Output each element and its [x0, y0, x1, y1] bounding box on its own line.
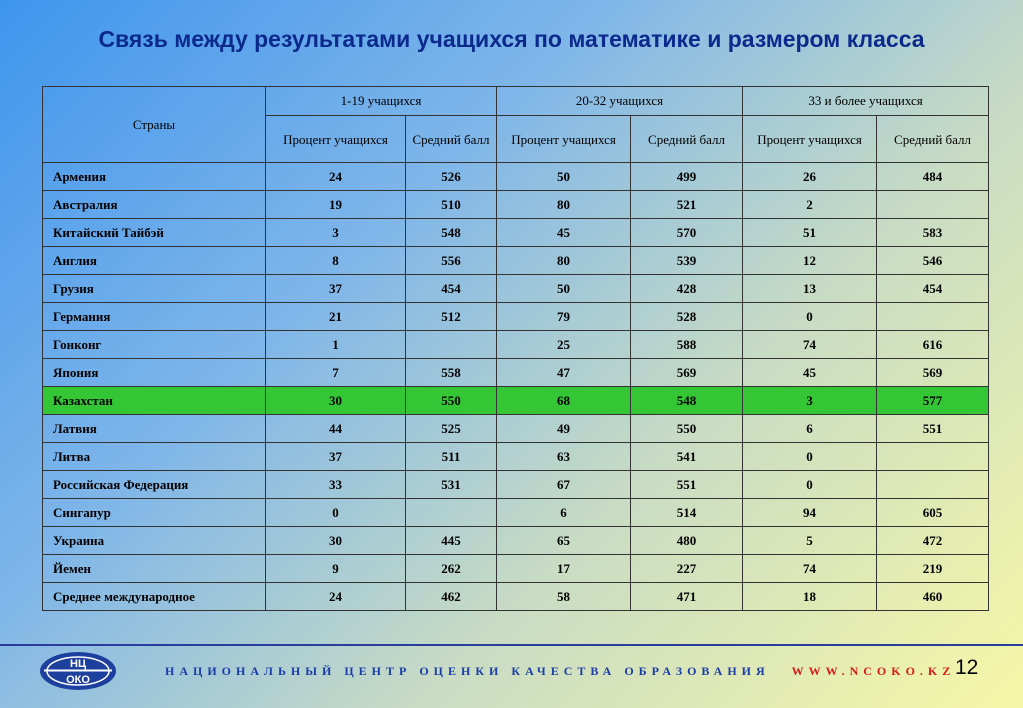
score-cell: 526	[406, 163, 497, 191]
table-body	[43, 163, 989, 611]
score-cell: 550	[406, 387, 497, 415]
country-cell: Йемен	[43, 555, 266, 583]
table-row	[43, 303, 989, 331]
country-cell: Гонконг	[43, 331, 266, 359]
group-header-medium: 20-32 учащихся	[497, 87, 743, 116]
percent-cell: 49	[497, 415, 631, 443]
percent-cell: 50	[497, 275, 631, 303]
score-cell: 511	[406, 443, 497, 471]
percent-cell: 3	[743, 387, 877, 415]
score-cell: 531	[406, 471, 497, 499]
percent-cell: 50	[497, 163, 631, 191]
country-cell: Германия	[43, 303, 266, 331]
percent-cell: 0	[743, 443, 877, 471]
score-cell: 512	[406, 303, 497, 331]
percent-cell: 17	[497, 555, 631, 583]
sub-header-percent: Процент учащихся	[266, 116, 406, 163]
country-cell: Армения	[43, 163, 266, 191]
score-cell: 539	[631, 247, 743, 275]
score-cell: 514	[631, 499, 743, 527]
score-cell: 551	[877, 415, 989, 443]
percent-cell: 0	[743, 303, 877, 331]
score-cell: 548	[406, 219, 497, 247]
country-cell: Австралия	[43, 191, 266, 219]
score-cell: 219	[877, 555, 989, 583]
score-cell: 577	[877, 387, 989, 415]
percent-cell: 37	[266, 275, 406, 303]
percent-cell: 94	[743, 499, 877, 527]
score-cell: 262	[406, 555, 497, 583]
percent-cell: 74	[743, 331, 877, 359]
table-row	[43, 359, 989, 387]
score-cell: 510	[406, 191, 497, 219]
country-cell: Англия	[43, 247, 266, 275]
score-cell	[877, 303, 989, 331]
table-row	[43, 583, 989, 611]
table-row	[43, 387, 989, 415]
score-cell: 551	[631, 471, 743, 499]
logo-top-text: НЦ	[70, 658, 86, 670]
score-cell: 605	[877, 499, 989, 527]
score-cell: 583	[877, 219, 989, 247]
sub-header-score: Средний балл	[406, 116, 497, 163]
percent-cell: 63	[497, 443, 631, 471]
percent-cell: 74	[743, 555, 877, 583]
group-header-small: 1-19 учащихся	[266, 87, 497, 116]
percent-cell: 0	[743, 471, 877, 499]
score-cell: 541	[631, 443, 743, 471]
percent-cell: 33	[266, 471, 406, 499]
percent-cell: 1	[266, 331, 406, 359]
country-cell: Литва	[43, 443, 266, 471]
results-table	[42, 86, 989, 611]
percent-cell: 6	[743, 415, 877, 443]
sub-header-score: Средний балл	[631, 116, 743, 163]
country-cell: Среднее международное	[43, 583, 266, 611]
score-cell: 558	[406, 359, 497, 387]
percent-cell: 6	[497, 499, 631, 527]
score-cell: 499	[631, 163, 743, 191]
score-cell: 480	[631, 527, 743, 555]
table-row	[43, 555, 989, 583]
percent-cell: 2	[743, 191, 877, 219]
percent-cell: 18	[743, 583, 877, 611]
score-cell: 428	[631, 275, 743, 303]
country-cell: Китайский Тайбэй	[43, 219, 266, 247]
score-cell	[406, 331, 497, 359]
score-cell	[877, 443, 989, 471]
percent-cell: 7	[266, 359, 406, 387]
percent-cell: 25	[497, 331, 631, 359]
score-cell: 462	[406, 583, 497, 611]
score-cell: 454	[406, 275, 497, 303]
table-row	[43, 163, 989, 191]
table-row	[43, 527, 989, 555]
percent-cell: 45	[743, 359, 877, 387]
score-cell: 548	[631, 387, 743, 415]
page-number: 12	[955, 656, 979, 679]
logo-bottom-text: ОКО	[66, 674, 90, 686]
table-row	[43, 499, 989, 527]
percent-cell: 37	[266, 443, 406, 471]
percent-cell: 30	[266, 387, 406, 415]
percent-cell: 45	[497, 219, 631, 247]
country-header: Страны	[43, 87, 266, 163]
percent-cell: 51	[743, 219, 877, 247]
table-row	[43, 275, 989, 303]
percent-cell: 12	[743, 247, 877, 275]
country-cell: Украина	[43, 527, 266, 555]
table-row	[43, 471, 989, 499]
country-cell: Латвия	[43, 415, 266, 443]
score-cell: 227	[631, 555, 743, 583]
percent-cell: 79	[497, 303, 631, 331]
sub-header-percent: Процент учащихся	[497, 116, 631, 163]
footer-url-link[interactable]: WWW.NCOKO.KZ	[791, 664, 956, 678]
score-cell	[877, 191, 989, 219]
country-cell: Казахстан	[43, 387, 266, 415]
percent-cell: 26	[743, 163, 877, 191]
table-row	[43, 191, 989, 219]
country-cell: Грузия	[43, 275, 266, 303]
country-cell: Сингапур	[43, 499, 266, 527]
score-cell: 528	[631, 303, 743, 331]
score-cell: 570	[631, 219, 743, 247]
score-cell: 460	[877, 583, 989, 611]
percent-cell: 68	[497, 387, 631, 415]
score-cell: 546	[877, 247, 989, 275]
country-cell: Япония	[43, 359, 266, 387]
table-row	[43, 247, 989, 275]
country-cell: Российская Федерация	[43, 471, 266, 499]
footer-divider	[0, 644, 1023, 646]
sub-header-percent: Процент учащихся	[743, 116, 877, 163]
score-cell: 616	[877, 331, 989, 359]
percent-cell: 3	[266, 219, 406, 247]
score-cell: 550	[631, 415, 743, 443]
score-cell: 569	[877, 359, 989, 387]
percent-cell: 30	[266, 527, 406, 555]
percent-cell: 24	[266, 163, 406, 191]
percent-cell: 58	[497, 583, 631, 611]
percent-cell: 65	[497, 527, 631, 555]
score-cell: 445	[406, 527, 497, 555]
page-title: Связь между результатами учащихся по математике и размером класса	[98, 26, 925, 52]
score-cell: 569	[631, 359, 743, 387]
sub-header-score: Средний балл	[877, 116, 989, 163]
table-row	[43, 219, 989, 247]
percent-cell: 9	[266, 555, 406, 583]
table-row	[43, 415, 989, 443]
score-cell: 472	[877, 527, 989, 555]
score-cell: 484	[877, 163, 989, 191]
group-header-large: 33 и более учащихся	[743, 87, 989, 116]
percent-cell: 5	[743, 527, 877, 555]
score-cell: 588	[631, 331, 743, 359]
percent-cell: 13	[743, 275, 877, 303]
table-row	[43, 331, 989, 359]
percent-cell: 8	[266, 247, 406, 275]
score-cell	[877, 471, 989, 499]
footer	[165, 664, 955, 679]
percent-cell: 47	[497, 359, 631, 387]
ncoko-logo-icon	[38, 650, 118, 692]
table-row	[43, 443, 989, 471]
score-cell: 556	[406, 247, 497, 275]
footer-org-name: НАЦИОНАЛЬНЫЙ ЦЕНТР ОЦЕНКИ КАЧЕСТВА ОБРАЗОВАНИЯ	[165, 664, 770, 678]
score-cell: 471	[631, 583, 743, 611]
score-cell: 521	[631, 191, 743, 219]
score-cell: 454	[877, 275, 989, 303]
percent-cell: 19	[266, 191, 406, 219]
percent-cell: 44	[266, 415, 406, 443]
percent-cell: 0	[266, 499, 406, 527]
percent-cell: 24	[266, 583, 406, 611]
percent-cell: 80	[497, 247, 631, 275]
percent-cell: 21	[266, 303, 406, 331]
score-cell: 525	[406, 415, 497, 443]
score-cell	[406, 499, 497, 527]
percent-cell: 80	[497, 191, 631, 219]
percent-cell: 67	[497, 471, 631, 499]
